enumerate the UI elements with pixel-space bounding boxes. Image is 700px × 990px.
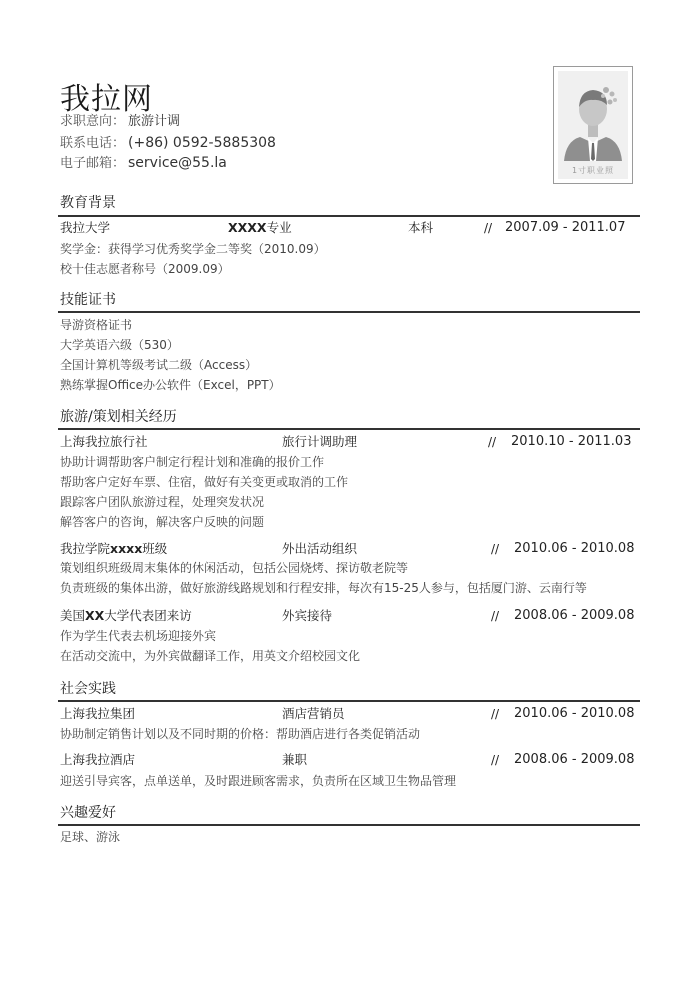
- experience-line: 作为学生代表去机场迎接外宾: [60, 629, 217, 643]
- experience-line: 协助计调帮助客户制定行程计划和准确的报价工作: [60, 455, 325, 469]
- job-intent-value: 旅游计调: [128, 114, 181, 129]
- date-separator: //: [491, 707, 500, 721]
- section-title-skills: 技能证书: [60, 292, 116, 308]
- section-title-experience: 旅游/策划相关经历: [60, 409, 177, 425]
- social-org: 上海我拉集团: [60, 706, 136, 721]
- email-label: 电子邮箱：: [60, 156, 126, 171]
- section-title-social: 社会实践: [60, 681, 116, 697]
- skill-item: 全国计算机等级考试二级（Access）: [60, 358, 258, 372]
- experience-org-suffix: 大学代表团来访: [104, 608, 192, 623]
- education-major: [228, 218, 292, 238]
- experience-role: 外宾接待: [282, 608, 333, 623]
- job-intent-row: [60, 112, 180, 132]
- social-dates: 2010.06 - 2010.08: [514, 706, 635, 721]
- date-separator: //: [491, 609, 500, 623]
- phone-value: (+86) 0592-5885308: [128, 135, 276, 151]
- experience-line: 策划组织班级周末集体的休闲活动，包括公园烧烤、探访敬老院等: [60, 561, 409, 575]
- experience-org-bold: xxxx: [110, 541, 143, 556]
- experience-line: 解答客户的咨询，解决客户反映的问题: [60, 515, 265, 529]
- section-divider: [58, 428, 640, 430]
- social-line: 迎送引导宾客，点单送单，及时跟进顾客需求，负责所在区域卫生物品管理: [60, 774, 457, 788]
- education-major-bold: XXXX: [228, 220, 267, 235]
- date-separator: //: [491, 753, 500, 767]
- experience-org: [60, 606, 192, 626]
- section-divider: [58, 311, 640, 313]
- date-separator: //: [484, 221, 493, 235]
- experience-line: 在活动交流中，为外宾做翻译工作，用英文介绍校园文化: [60, 649, 361, 663]
- skill-item: 熟练掌握Office办公软件（Excel，PPT）: [60, 378, 281, 392]
- skill-item: 大学英语六级（530）: [60, 338, 179, 352]
- section-divider: [58, 700, 640, 702]
- email-value: service@55.la: [128, 155, 227, 171]
- section-divider: [58, 215, 640, 217]
- experience-dates: 2010.10 - 2011.03: [511, 434, 632, 449]
- experience-role: 外出活动组织: [282, 541, 358, 556]
- candidate-name: 我拉网: [60, 82, 153, 117]
- experience-line: 跟踪客户团队旅游过程，处理突发状况: [60, 495, 265, 509]
- phone-row: [60, 133, 276, 153]
- skill-item: 导游资格证书: [60, 318, 133, 332]
- experience-line: 负责班级的集体出游，做好旅游线路规划和行程安排，每次有15-25人参与，包括厦门游、云南行等: [60, 581, 587, 595]
- email-row: [60, 153, 227, 173]
- education-school: 我拉大学: [60, 220, 111, 235]
- date-separator: //: [488, 435, 497, 449]
- phone-label: 联系电话：: [60, 136, 126, 151]
- person-silhouette-icon: [558, 71, 628, 179]
- experience-role: 旅行计调助理: [282, 434, 358, 449]
- social-dates: 2008.06 - 2009.08: [514, 752, 635, 767]
- date-separator: //: [491, 542, 500, 556]
- social-org: 上海我拉酒店: [60, 752, 136, 767]
- education-degree: 本科: [408, 220, 434, 235]
- education-line: 校十佳志愿者称号（2009.09）: [60, 262, 230, 276]
- social-line: 协助制定销售计划以及不同时期的价格：帮助酒店进行各类促销活动: [60, 727, 421, 741]
- photo-caption: 1寸职业照: [571, 166, 615, 175]
- education-major-rest: 专业: [266, 220, 292, 235]
- section-title-education: 教育背景: [60, 195, 116, 211]
- education-line: 奖学金：获得学习优秀奖学金二等奖（2010.09）: [60, 242, 326, 256]
- experience-org-prefix: 美国: [60, 608, 86, 623]
- social-role: 酒店营销员: [282, 706, 345, 721]
- section-title-hobbies: 兴趣爱好: [60, 805, 116, 821]
- social-role: 兼职: [282, 752, 308, 767]
- experience-org-bold: XX: [85, 608, 105, 623]
- photo-placeholder: [553, 66, 633, 184]
- experience-line: 帮助客户定好车票、住宿，做好有关变更或取消的工作: [60, 475, 349, 489]
- job-intent-label: 求职意向：: [60, 114, 126, 129]
- experience-org: 上海我拉旅行社: [60, 434, 148, 449]
- experience-org-prefix: 我拉学院: [60, 541, 111, 556]
- experience-org: [60, 539, 167, 559]
- avatar: [558, 71, 628, 179]
- experience-dates: 2010.06 - 2010.08: [514, 541, 635, 556]
- education-dates: 2007.09 - 2011.07: [505, 220, 626, 235]
- hobby-item: 足球、游泳: [60, 830, 121, 844]
- experience-org-suffix: 班级: [142, 541, 168, 556]
- experience-dates: 2008.06 - 2009.08: [514, 608, 635, 623]
- section-divider: [58, 824, 640, 826]
